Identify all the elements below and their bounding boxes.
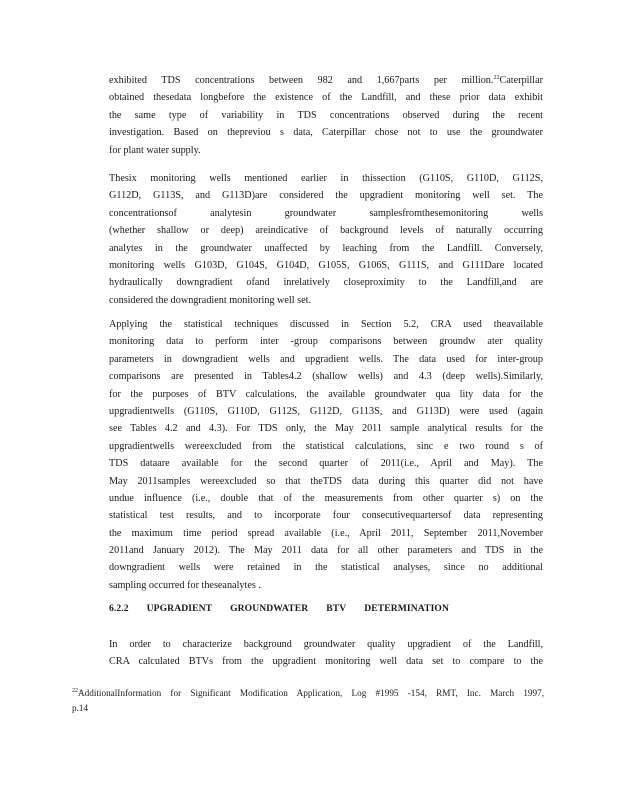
paragraph-2-line: analytes in the groundwater unaffected by leaching from the Landfill. Conversely, <box>109 242 543 254</box>
paragraph-3-line: see Tables 4.2 and 4.3). For TDS only, the May 2011 sample analytical results for the <box>109 423 543 435</box>
section-number: 6.2.2 <box>109 603 129 614</box>
paragraph-2-line: (whether shallow or deep) areindicative of background levels of naturally occurring <box>109 225 543 237</box>
paragraph-3-line: TDS dataare available for the second quarter of 2011(i.e., April and May). The <box>109 458 543 470</box>
paragraph-3 <box>109 316 543 594</box>
footnote-line: $^{22}$AdditionalInformation for Significant Modification Application, Log #1995 -154, RMT, Inc. March 1997, <box>72 688 544 698</box>
section-heading-word: GROUNDWATER <box>230 603 309 614</box>
footnote-line: p.14 <box>72 702 89 713</box>
paragraph-4 <box>109 636 543 671</box>
paragraph-2-line: G112D, G113S, and G113D)are considered the upgradient monitoring well set. The <box>109 190 543 202</box>
paragraph-3-line: the maximum time period spread available (i.e., April 2011, September 2011,November <box>109 527 543 539</box>
paragraph-1 <box>109 72 543 159</box>
paragraph-3-line: parameters in downgradient wells and upgradient wells. The data used for inter-group <box>109 353 543 365</box>
paragraph-3-line: comparisons are presented in Tables4.2 (shallow wells) and 4.3 (deep wells).Similarly, <box>109 371 543 383</box>
paragraph-3-line: undue influence (i.e., double that of the measurements from other quarter s) on the <box>109 492 543 504</box>
paragraph-2-line: hydraulically downgradient ofand inrelatively closeproximity to the Landfill,and are <box>109 277 543 289</box>
section-heading-word: UPGRADIENT <box>146 603 213 614</box>
paragraph-2-line: monitoring wells G103D, G104S, G104D, G105S, G106S, G111S, and G111Dare located <box>109 259 543 271</box>
section-heading-word: BTV <box>326 603 347 614</box>
paragraph-3-line: statistical test results, and to incorporate four consecutivequartersof data representing <box>109 510 543 522</box>
paragraph-2 <box>109 170 543 309</box>
footnote-reference: 22 <box>493 75 500 81</box>
paragraph-3-line: May 2011samples wereexcluded so that theTDS data during this quarter did not have <box>109 475 543 487</box>
paragraph-3-line: upgradientwells wereexcluded from the statistical calculations, sinc e two round s of <box>109 440 543 452</box>
paragraph-3-line: downgradient wells were retained in the statistical analyses, since no additional <box>109 562 543 574</box>
paragraph-3-line: 2011and January 2012). The May 2011 data for all other parameters and TDS in the <box>109 545 543 557</box>
paragraph-4-line: In order to characterize background groundwater quality upgradient of the Landfill, <box>109 639 543 650</box>
paragraph-3-line: sampling occurred for theseanalytes . <box>109 579 261 591</box>
section-heading-word: DETERMINATION <box>364 603 449 614</box>
paragraph-1-line: obtained thesedata longbefore the existence of the Landfill, and these prior data exhibit <box>109 92 543 104</box>
paragraph-1-line: exhibited TDS concentrations between 982 and 1,667parts per million.$^{22}$Caterpillar <box>109 75 543 86</box>
paragraph-2-line: Thesix monitoring wells mentioned earlier in thissection (G110S, G110D, G112S, <box>109 173 543 184</box>
paragraph-2-line: considered the downgradient monitoring well set. <box>109 294 312 306</box>
paragraph-1-line: investigation. Based on thepreviou s data, Caterpillar chose not to use the groundwater <box>109 127 543 139</box>
paragraph-1-line: the same type of variability in TDS concentrations observed during the recent <box>109 109 543 121</box>
paragraph-2-line: concentrationsof analytesin groundwater samplesfromthesemonitoring wells <box>109 207 543 219</box>
paragraph-3-line: for the purposes of BTV calculations, the available groundwater qua lity data for the <box>109 388 543 400</box>
section-heading <box>109 603 449 614</box>
paragraph-3-line: Applying the statistical techniques discussed in Section 5.2, CRA used theavailable <box>109 319 543 330</box>
paragraph-3-line: monitoring data to perform inter -group comparisons between groundw ater quality <box>109 336 543 348</box>
footnote <box>72 686 544 715</box>
paragraph-4-line: CRA calculated BTVs from the upgradient monitoring well data set to compare to the <box>109 656 543 668</box>
footnote-marker: 22 <box>72 688 78 694</box>
paragraph-1-line: for plant water supply. <box>109 144 201 156</box>
paragraph-3-line: upgradientwells (G110S, G110D, G112S, G112D, G113S, and G113D) were used (again <box>109 405 543 417</box>
